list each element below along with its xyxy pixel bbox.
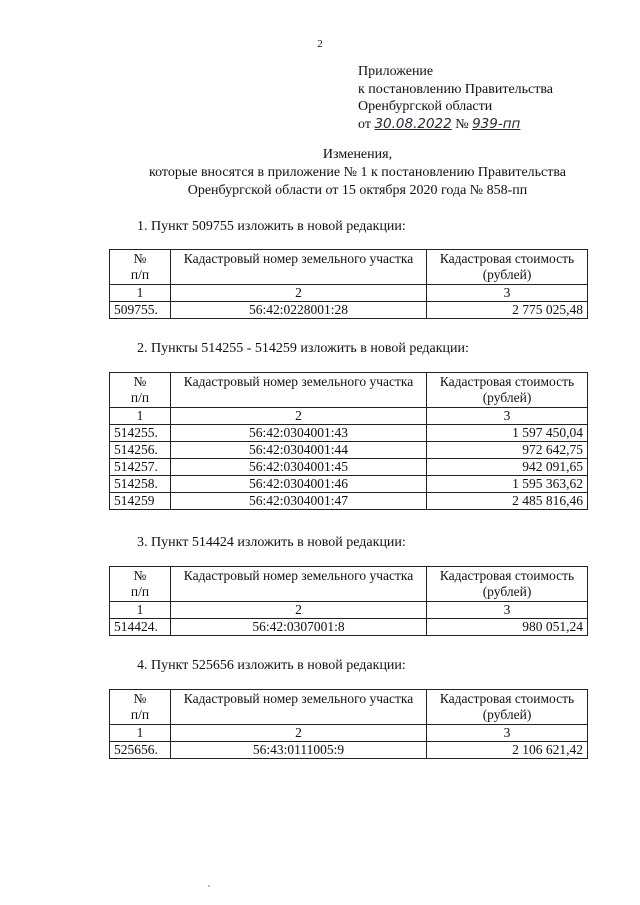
header-cost-line-1: Кадастровая стоимость: [439, 568, 575, 583]
cadastral-number: 56:42:0304001:47: [171, 493, 427, 510]
column-number-2: 2: [171, 408, 427, 425]
cadastral-number: 56:42:0304001:45: [171, 459, 427, 476]
header-cost-line-2: (рублей): [482, 390, 532, 405]
header-cost-line-2: (рублей): [482, 267, 532, 282]
row-number: 509755.: [110, 302, 171, 319]
column-number-row: [110, 725, 588, 742]
cadastral-cost: 2 106 621,42: [427, 742, 588, 759]
header-cost: [427, 567, 588, 602]
title-line-2: которые вносятся в приложение № 1 к постановлению Правительства: [148, 165, 567, 180]
header-cadastral: Кадастровый номер земельного участка: [171, 373, 427, 408]
column-number-3: 3: [427, 725, 588, 742]
cadastral-number: 56:43:0111005:9: [171, 742, 427, 759]
header-cost: [427, 250, 588, 285]
column-number-row: [110, 408, 588, 425]
table-row: [110, 459, 588, 476]
cadastral-table-4: [109, 689, 588, 759]
row-number: 525656.: [110, 742, 171, 759]
header-number: [110, 250, 171, 285]
table-row: [110, 302, 588, 319]
section-heading-3: 3. Пункт 514424 изложить в новой редакции:: [137, 535, 406, 550]
header-number-line-1: №: [133, 691, 147, 706]
cadastral-cost: 972 642,75: [427, 442, 588, 459]
table-header-row: [110, 373, 588, 408]
header-cadastral: Кадастровый номер земельного участка: [171, 690, 427, 725]
header-cost-line-1: Кадастровая стоимость: [439, 374, 575, 389]
cadastral-number: 56:42:0304001:43: [171, 425, 427, 442]
column-number-3: 3: [427, 602, 588, 619]
cadastral-number: 56:42:0307001:8: [171, 619, 427, 636]
title-line-3: Оренбургской области от 15 октября 2020 года № 858-пп: [187, 183, 528, 198]
row-number: 514256.: [110, 442, 171, 459]
header-cost: [427, 690, 588, 725]
row-number: 514257.: [110, 459, 171, 476]
appendix-line-1: Приложение: [358, 64, 434, 79]
header-cadastral: Кадастровый номер земельного участка: [171, 250, 427, 285]
scan-dot: [208, 885, 210, 887]
page-number: 2: [317, 38, 323, 50]
header-number: [110, 690, 171, 725]
cadastral-cost: 2 485 816,46: [427, 493, 588, 510]
header-number: [110, 567, 171, 602]
section-heading-4: 4. Пункт 525656 изложить в новой редакции:: [137, 658, 406, 673]
table-row: [110, 442, 588, 459]
column-number-row: [110, 285, 588, 302]
column-number-2: 2: [171, 725, 427, 742]
table-row: [110, 742, 588, 759]
appendix-line-3: Оренбургской области: [358, 99, 493, 114]
column-number-1: 1: [110, 408, 171, 425]
column-number-2: 2: [171, 285, 427, 302]
header-number-line-2: п/п: [130, 267, 150, 282]
table-header-row: [110, 690, 588, 725]
column-number-row: [110, 602, 588, 619]
header-number-line-2: п/п: [130, 584, 150, 599]
column-number-1: 1: [110, 285, 171, 302]
table-row: [110, 493, 588, 510]
header-cost-line-2: (рублей): [482, 707, 532, 722]
table-row: [110, 476, 588, 493]
header-number-line-1: №: [133, 568, 147, 583]
appendix-line-2: к постановлению Правительства: [358, 81, 554, 97]
column-number-3: 3: [427, 285, 588, 302]
appendix-date: 30.08.2022: [374, 115, 452, 132]
row-number: 514255.: [110, 425, 171, 442]
changes-title: [0, 146, 640, 200]
header-cost: [427, 373, 588, 408]
cadastral-cost: 942 091,65: [427, 459, 588, 476]
cadastral-number: 56:42:0228001:28: [171, 302, 427, 319]
row-number: 514259: [110, 493, 171, 510]
cadastral-table-2: [109, 372, 588, 510]
appendix-prefix: от: [358, 116, 371, 132]
section-heading-1: 1. Пункт 509755 изложить в новой редакции:: [137, 219, 406, 234]
table-header-row: [110, 567, 588, 602]
row-number: 514424.: [110, 619, 171, 636]
table-row: [110, 619, 588, 636]
header-cadastral: Кадастровый номер земельного участка: [171, 567, 427, 602]
appendix-block: [358, 63, 553, 133]
appendix-reference: [358, 116, 553, 134]
header-number-line-2: п/п: [130, 707, 150, 722]
table-row: [110, 425, 588, 442]
title-line-1: Изменения,: [322, 147, 393, 162]
row-number: 514258.: [110, 476, 171, 493]
cadastral-cost: 2 775 025,48: [427, 302, 588, 319]
cadastral-table-1: [109, 249, 588, 319]
cadastral-number: 56:42:0304001:46: [171, 476, 427, 493]
cadastral-number: 56:42:0304001:44: [171, 442, 427, 459]
header-cost-line-2: (рублей): [482, 584, 532, 599]
cadastral-cost: 980 051,24: [427, 619, 588, 636]
header-cost-line-1: Кадастровая стоимость: [439, 691, 575, 706]
column-number-1: 1: [110, 725, 171, 742]
header-number: [110, 373, 171, 408]
cadastral-cost: 1 597 450,04: [427, 425, 588, 442]
cadastral-table-3: [109, 566, 588, 636]
appendix-number: 939-пп: [472, 115, 521, 132]
column-number-1: 1: [110, 602, 171, 619]
header-number-line-1: №: [133, 251, 147, 266]
header-cost-line-1: Кадастровая стоимость: [439, 251, 575, 266]
column-number-3: 3: [427, 408, 588, 425]
section-heading-2: 2. Пункты 514255 - 514259 изложить в новой редакции:: [137, 341, 469, 356]
table-header-row: [110, 250, 588, 285]
cadastral-cost: 1 595 363,62: [427, 476, 588, 493]
appendix-number-sign: №: [455, 116, 469, 132]
column-number-2: 2: [171, 602, 427, 619]
header-number-line-1: №: [133, 374, 147, 389]
header-number-line-2: п/п: [130, 390, 150, 405]
